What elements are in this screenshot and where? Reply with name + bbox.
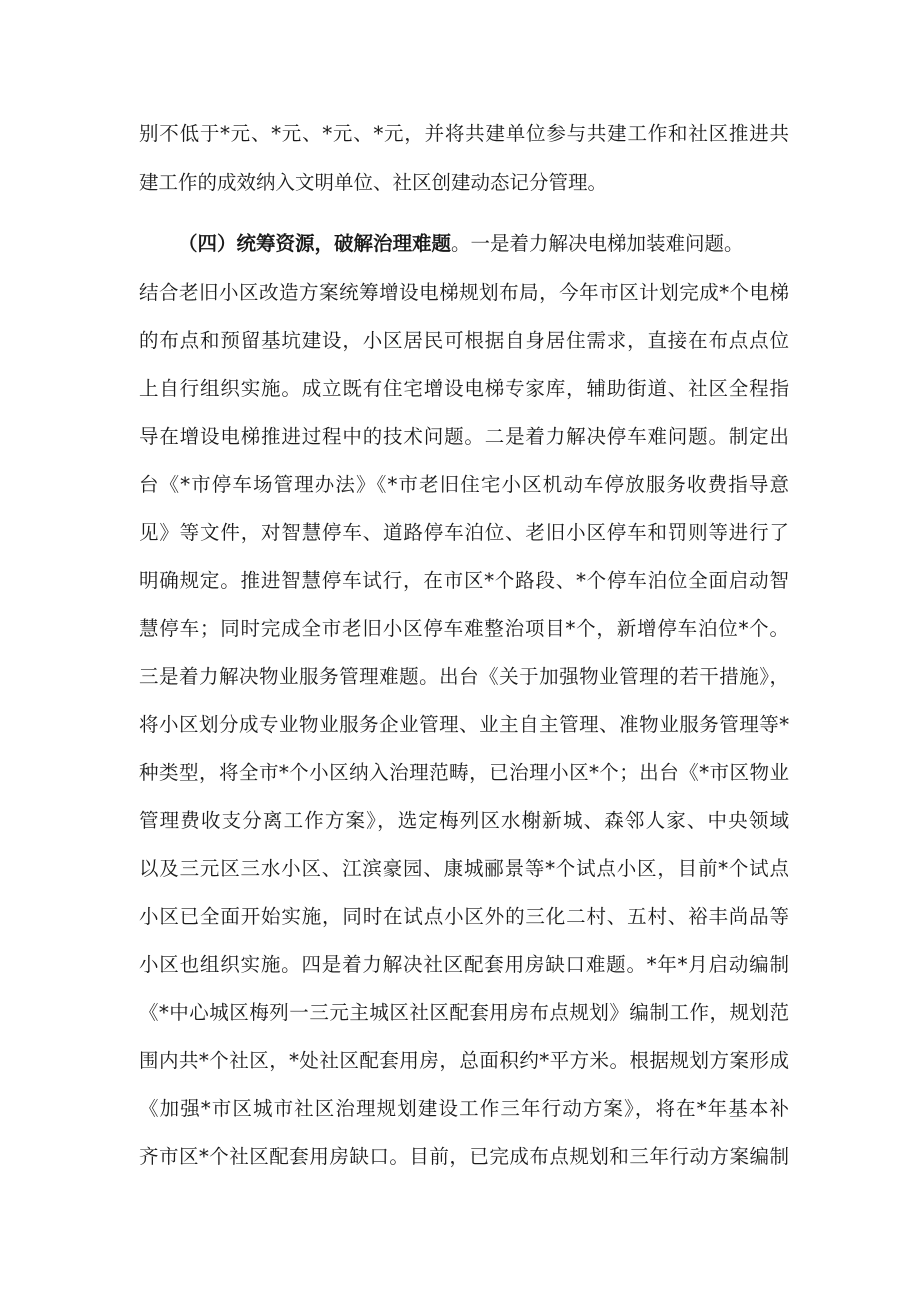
paragraph-line: 导在增设电梯推进过程中的技术问题。二是着力解决停车难问题。制定出 bbox=[139, 425, 789, 448]
paragraph-line: 《加强*市区城市社区治理规划建设工作三年行动方案》，将在*年基本补 bbox=[139, 1097, 789, 1120]
paragraph-2-line-1-text: 。一是着力解决电梯加装难问题。 bbox=[451, 232, 744, 255]
paragraph-1-line-1: 别不低于*元、*元、*元、*元，并将共建单位参与共建工作和社区推进共 bbox=[139, 122, 789, 145]
paragraph-line: 明确规定。推进智慧停车试行，在市区*个路段、*个停车泊位全面启动智 bbox=[139, 569, 789, 592]
paragraph-line: 以及三元区三水小区、江滨豪园、康城郦景等*个试点小区，目前*个试点 bbox=[139, 857, 789, 880]
paragraph-line: 小区已全面开始实施，同时在试点小区外的三化二村、五村、裕丰尚品等 bbox=[139, 905, 789, 928]
paragraph-line: 见》等文件，对智慧停车、道路停车泊位、老旧小区停车和罚则等进行了 bbox=[139, 521, 789, 544]
paragraph-line: 台《*市停车场管理办法》《*市老旧住宅小区机动车停放服务收费指导意 bbox=[139, 473, 789, 496]
paragraph-line: 管理费收支分离工作方案》，选定梅列区水榭新城、森邻人家、中央领域 bbox=[139, 809, 789, 832]
paragraph-line: 小区也组织实施。四是着力解决社区配套用房缺口难题。*年*月启动编制 bbox=[139, 953, 789, 976]
paragraph-line: 围内共*个社区，*处社区配套用房，总面积约*平方米。根据规划方案形成 bbox=[139, 1049, 789, 1072]
paragraph-line: 种类型，将全市*个小区纳入治理范畴，已治理小区*个；出台《*市区物业 bbox=[139, 761, 789, 784]
section-heading: （四）统筹资源，破解治理难题 bbox=[178, 232, 452, 255]
paragraph-line: 结合老旧小区改造方案统筹增设电梯规划布局，今年市区计划完成*个电梯 bbox=[139, 281, 789, 304]
paragraph-2-line-1 bbox=[178, 229, 789, 259]
paragraph-line: 三是着力解决物业服务管理难题。出台《关于加强物业管理的若干措施》， bbox=[139, 665, 789, 688]
paragraph-line: 《*中心城区梅列一三元主城区社区配套用房布点规划》编制工作，规划范 bbox=[139, 1001, 789, 1024]
paragraph-1-line-2: 建工作的成效纳入文明单位、社区创建动态记分管理。 bbox=[139, 171, 608, 194]
paragraph-line: 上自行组织实施。成立既有住宅增设电梯专家库，辅助街道、社区全程指 bbox=[139, 377, 789, 400]
paragraph-line: 的布点和预留基坑建设，小区居民可根据自身居住需求，直接在布点点位 bbox=[139, 329, 789, 352]
paragraph-line: 将小区划分成专业物业服务企业管理、业主自主管理、准物业服务管理等* bbox=[139, 713, 789, 736]
paragraph-line: 齐市区*个社区配套用房缺口。目前，已完成布点规划和三年行动方案编制 bbox=[139, 1145, 789, 1168]
paragraph-line: 慧停车；同时完成全市老旧小区停车难整治项目*个，新增停车泊位*个。 bbox=[139, 617, 789, 640]
